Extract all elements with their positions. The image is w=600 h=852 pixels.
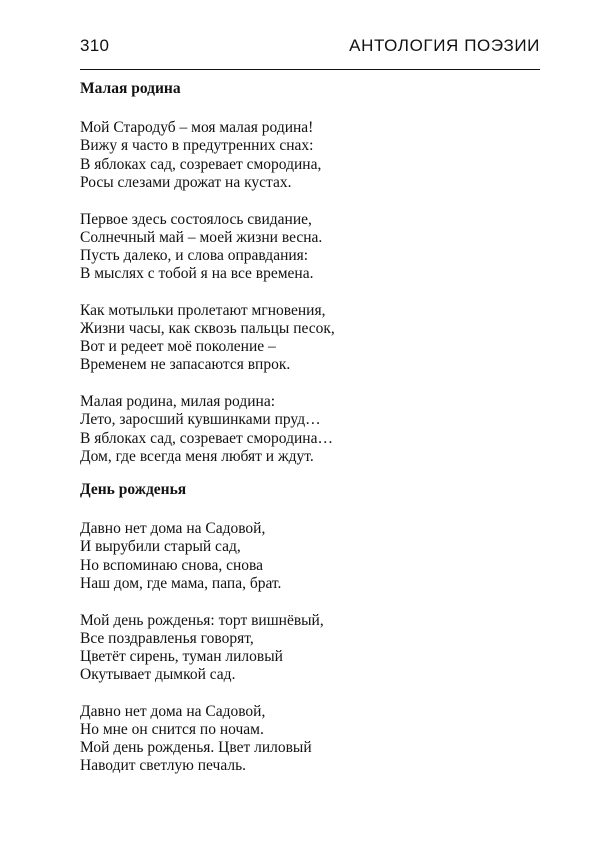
- poem-line: Давно нет дома на Садовой,: [80, 702, 266, 720]
- poem-line: Пусть далеко, и слова оправдания:: [80, 246, 309, 264]
- poem-line: И вырубили старый сад,: [80, 538, 241, 556]
- stanza: [80, 119, 540, 192]
- running-title: АНТОЛОГИЯ ПОЭЗИИ: [349, 36, 540, 55]
- poem-title: Малая родина: [80, 80, 181, 97]
- poem-body: [80, 520, 540, 775]
- poem-line: Давно нет дома на Садовой,: [80, 520, 266, 538]
- poem-line: Лето, заросший кувшинками пруд…: [80, 411, 321, 429]
- poem-line: Вижу я часто в предутренних снах:: [80, 137, 314, 155]
- poem-body: [80, 119, 540, 466]
- poem-line: Окутывает дымкой сад.: [80, 666, 236, 684]
- poem-malaya-rodina: [80, 80, 540, 484]
- poem-line: Росы слезами дрожат на кустах.: [80, 173, 292, 191]
- poem-line: Как мотыльки пролетают мгновения,: [80, 301, 326, 319]
- poem-line: В яблоках сад, созревает смородина…: [80, 429, 333, 447]
- poem-line: Все поздравленья говорят,: [80, 629, 254, 647]
- poem-den-rozhdenya: [80, 481, 540, 794]
- poem-line: Цветёт сирень, туман лиловый: [80, 647, 283, 665]
- poem-line: Мой день рожденья: торт вишнёвый,: [80, 611, 324, 629]
- poem-line: Солнечный май – моей жизни весна.: [80, 228, 323, 246]
- stanza: [80, 393, 540, 466]
- stanza: [80, 703, 540, 776]
- stanza: [80, 211, 540, 284]
- page-header: [80, 36, 540, 60]
- poem-line: В мыслях с тобой я на все времена.: [80, 265, 314, 283]
- poem-line: Вот и редеет моё поколение –: [80, 338, 276, 356]
- stanza: [80, 612, 540, 685]
- poem-line: В яблоках сад, созревает смородина,: [80, 155, 322, 173]
- poem-line: Наш дом, где мама, папа, брат.: [80, 574, 282, 592]
- poem-line: Малая родина, милая родина:: [80, 393, 276, 411]
- poem-line: Наводит светлую печаль.: [80, 757, 247, 775]
- poem-line: Мой день рожденья. Цвет лиловый: [80, 739, 312, 757]
- poem-line: Но мне он снится по ночам.: [80, 721, 264, 739]
- poem-line: Первое здесь состоялось свидание,: [80, 210, 312, 228]
- stanza: [80, 520, 540, 593]
- header-rule: [80, 69, 540, 70]
- poem-line: Временем не запасаются впрок.: [80, 356, 291, 374]
- poem-line: Дом, где всегда меня любят и ждут.: [80, 447, 314, 465]
- poem-title: День рожденья: [80, 481, 187, 498]
- page-number: 310: [80, 36, 110, 55]
- poem-line: Жизни часы, как сквозь пальцы песок,: [80, 320, 335, 338]
- poem-line: Мой Стародуб – моя малая родина!: [80, 119, 314, 137]
- poem-line: Но вспоминаю снова, снова: [80, 556, 263, 574]
- stanza: [80, 302, 540, 375]
